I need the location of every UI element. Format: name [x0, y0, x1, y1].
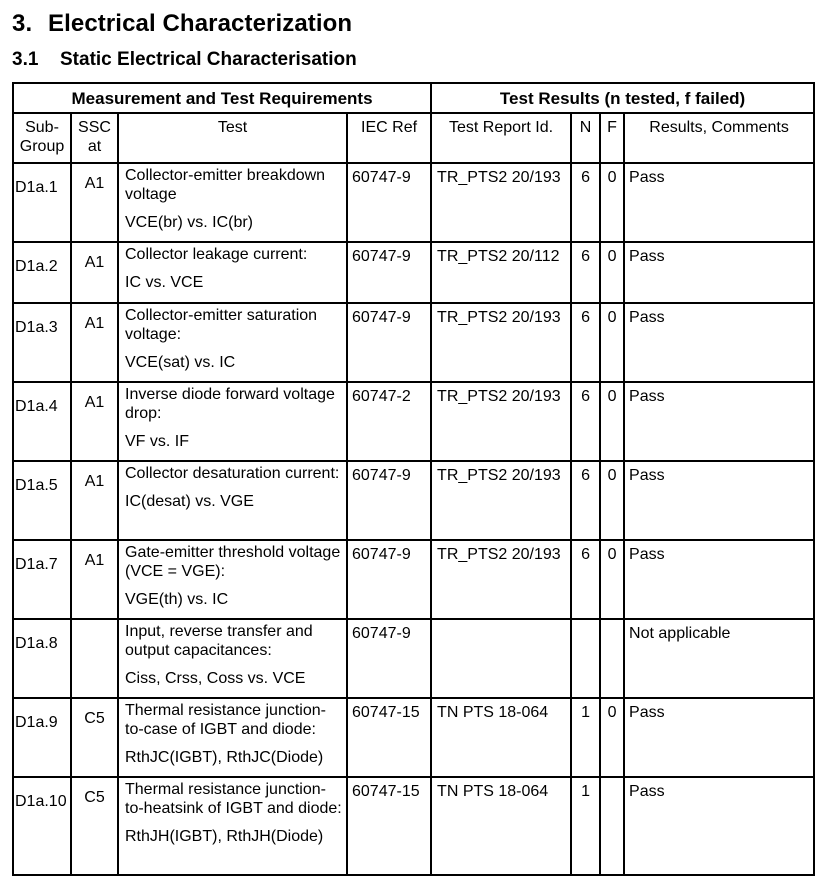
cell-iec-ref: 60747-2 [347, 382, 431, 461]
cell-test [118, 382, 347, 461]
cell-n [571, 619, 600, 698]
section-number: 3. [12, 10, 33, 37]
table-row [13, 303, 814, 382]
col-subgroup-line2: Group [19, 138, 65, 155]
table-row [13, 698, 814, 777]
cell-f: 0 [600, 698, 624, 777]
test-description: Gate-emitter threshold voltage (VCE = VGE): [125, 544, 341, 580]
cell-f: 0 [600, 461, 624, 540]
cell-subgroup: D1a.4 [13, 382, 71, 461]
cell-result: Pass [624, 540, 814, 619]
cell-ssc: A1 [71, 163, 118, 242]
cell-result: Pass [624, 777, 814, 875]
col-header-test: Test [118, 113, 347, 163]
table-row [13, 777, 814, 875]
test-symbol: IC(desat) vs. VGE [125, 493, 254, 510]
cell-f [600, 619, 624, 698]
cell-subgroup: D1a.5 [13, 461, 71, 540]
cell-test [118, 461, 347, 540]
cell-f: 0 [600, 540, 624, 619]
cell-iec-ref: 60747-9 [347, 619, 431, 698]
cell-f: 0 [600, 163, 624, 242]
col-ssc-line2: at [87, 138, 102, 155]
test-symbol: VGE(th) vs. IC [125, 591, 229, 608]
cell-test [118, 698, 347, 777]
subsection-heading [12, 49, 357, 71]
table-row [13, 242, 814, 303]
col-header-results: Results, Comments [624, 113, 814, 163]
test-symbol: RthJC(IGBT), RthJC(Diode) [125, 749, 324, 766]
test-description: Collector-emitter breakdown voltage [125, 167, 326, 203]
cell-f: 0 [600, 242, 624, 303]
section-heading [12, 10, 352, 38]
cell-n: 6 [571, 461, 600, 540]
table-row [13, 619, 814, 698]
col-header-report: Test Report Id. [431, 113, 571, 163]
cell-subgroup: D1a.2 [13, 242, 71, 303]
group-header-results: Test Results (n tested, f failed) [431, 83, 814, 113]
test-symbol: Ciss, Crss, Coss vs. VCE [125, 670, 306, 687]
col-ssc-line1: SSC [78, 119, 111, 136]
section-title: Electrical Characterization [48, 10, 353, 37]
cell-result: Pass [624, 698, 814, 777]
cell-iec-ref: 60747-9 [347, 461, 431, 540]
cell-f: 0 [600, 303, 624, 382]
test-description: Collector desaturation current: [125, 465, 340, 482]
cell-iec-ref: 60747-15 [347, 777, 431, 875]
subsection-title: Static Electrical Characterisation [60, 49, 357, 70]
cell-test [118, 303, 347, 382]
cell-n: 6 [571, 540, 600, 619]
group-header-row [13, 83, 814, 113]
col-subgroup-line1: Sub- [25, 119, 59, 136]
col-header-n: N [571, 113, 600, 163]
cell-ssc: C5 [71, 777, 118, 875]
test-symbol: RthJH(IGBT), RthJH(Diode) [125, 828, 324, 845]
cell-ssc: A1 [71, 540, 118, 619]
cell-ssc: A1 [71, 303, 118, 382]
col-header-subgroup [13, 113, 71, 163]
cell-f: 0 [600, 382, 624, 461]
cell-test [118, 540, 347, 619]
column-header-row [13, 113, 814, 163]
characterisation-table [12, 82, 815, 876]
test-symbol: IC vs. VCE [125, 274, 204, 291]
cell-subgroup: D1a.3 [13, 303, 71, 382]
cell-result: Pass [624, 303, 814, 382]
cell-report-id: TR_PTS2 20/193 [431, 461, 571, 540]
test-description: Collector-emitter saturation voltage: [125, 307, 318, 343]
cell-ssc: A1 [71, 382, 118, 461]
cell-report-id: TR_PTS2 20/193 [431, 163, 571, 242]
cell-n: 6 [571, 242, 600, 303]
cell-report-id: TN PTS 18-064 [431, 698, 571, 777]
cell-report-id: TR_PTS2 20/193 [431, 382, 571, 461]
cell-ssc [71, 619, 118, 698]
cell-test [118, 777, 347, 875]
cell-n: 6 [571, 382, 600, 461]
cell-n: 1 [571, 777, 600, 875]
test-symbol: VF vs. IF [125, 433, 189, 450]
test-description: Collector leakage current: [125, 246, 308, 263]
col-header-ssc [71, 113, 118, 163]
test-description: Input, reverse transfer and output capacitances: [125, 623, 313, 659]
test-description: Inverse diode forward voltage drop: [125, 386, 335, 422]
table-row [13, 540, 814, 619]
cell-report-id: TR_PTS2 20/193 [431, 303, 571, 382]
cell-subgroup: D1a.8 [13, 619, 71, 698]
cell-ssc: A1 [71, 461, 118, 540]
table-row [13, 461, 814, 540]
cell-n: 6 [571, 163, 600, 242]
group-header-requirements: Measurement and Test Requirements [13, 83, 431, 113]
col-header-iec: IEC Ref [347, 113, 431, 163]
cell-iec-ref: 60747-9 [347, 303, 431, 382]
cell-result: Pass [624, 163, 814, 242]
cell-subgroup: D1a.1 [13, 163, 71, 242]
cell-subgroup: D1a.9 [13, 698, 71, 777]
cell-subgroup: D1a.10 [13, 777, 71, 875]
cell-test [118, 163, 347, 242]
cell-result: Pass [624, 382, 814, 461]
cell-report-id: TR_PTS2 20/112 [431, 242, 571, 303]
test-description: Thermal resistance junction-to-heatsink of IGBT and diode: [125, 781, 342, 817]
cell-ssc: A1 [71, 242, 118, 303]
test-description: Thermal resistance junction-to-case of IGBT and diode: [125, 702, 326, 738]
cell-ssc: C5 [71, 698, 118, 777]
cell-n: 6 [571, 303, 600, 382]
subsection-number: 3.1 [12, 49, 39, 70]
cell-iec-ref: 60747-9 [347, 540, 431, 619]
cell-iec-ref: 60747-9 [347, 242, 431, 303]
table-row [13, 382, 814, 461]
cell-n: 1 [571, 698, 600, 777]
cell-subgroup: D1a.7 [13, 540, 71, 619]
cell-iec-ref: 60747-9 [347, 163, 431, 242]
cell-report-id [431, 619, 571, 698]
test-symbol: VCE(sat) vs. IC [125, 354, 236, 371]
cell-test [118, 242, 347, 303]
cell-iec-ref: 60747-15 [347, 698, 431, 777]
table-row [13, 163, 814, 242]
cell-result: Not applicable [624, 619, 814, 698]
cell-report-id: TR_PTS2 20/193 [431, 540, 571, 619]
col-header-f: F [600, 113, 624, 163]
cell-f [600, 777, 624, 875]
cell-report-id: TN PTS 18-064 [431, 777, 571, 875]
test-symbol: VCE(br) vs. IC(br) [125, 214, 253, 231]
cell-result: Pass [624, 242, 814, 303]
cell-result: Pass [624, 461, 814, 540]
cell-test [118, 619, 347, 698]
